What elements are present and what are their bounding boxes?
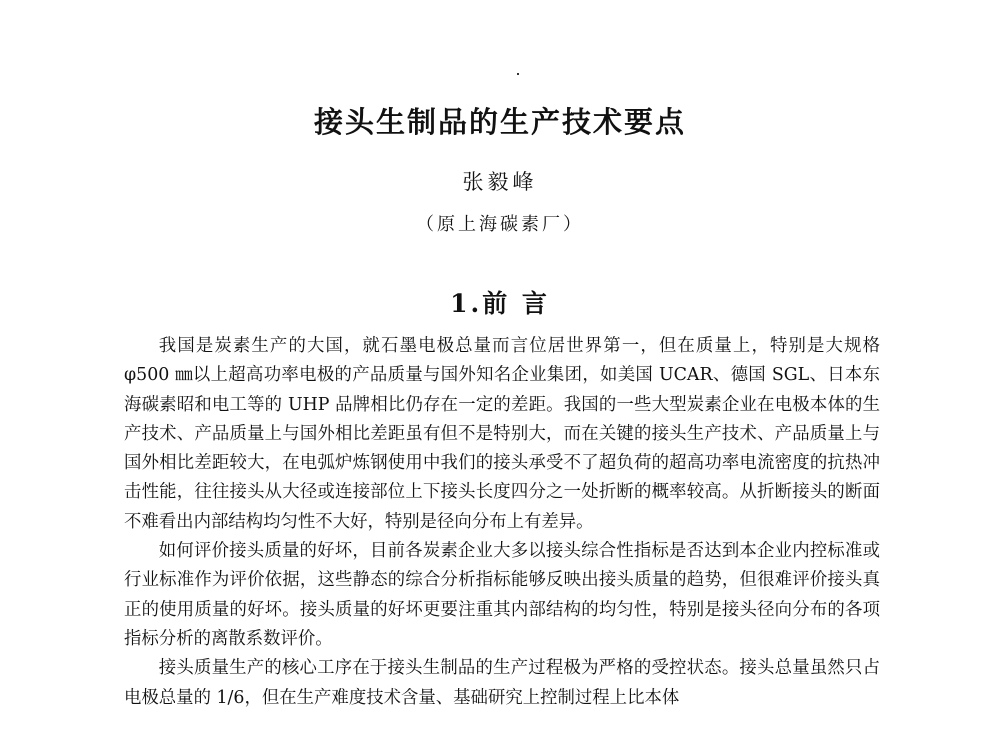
paragraph: 我国是炭素生产的大国，就石墨电极总量而言位居世界第一，但在质量上，特别是大规格 φ500 ㎜以上超高功率电极的产品质量与国外知名企业集团，如美国 UCAR、德国 SGL、日本东海碳素昭和电工等的 UHP 品牌相比仍存在一定的差距。我国的一些大型炭素企业在电极本体的生产技术、产品质量上与国外相比差距虽有但不是特别大，而在关键的接头生产技术、产品质量上与国外相比差距较大，在电弧炉炼钢使用中我们的接头承受不了超负荷的超高功率电流密度的抗热冲击性能，往往接头从大径或连接部位上下接头长度四分之一处折断的概率较高。从折断接头的断面不难看出内部结构均匀性不大好，特别是径向分布上有差异。 [124,336,880,532]
paragraph: 如何评价接头质量的好坏，目前各炭素企业大多以接头综合性指标是否达到本企业内控标准或行业标准作为评价依据，这些静态的综合分析指标能够反映出接头质量的趋势，但很难评价接头真正的使用质量的好坏。接头质量的好坏更要注重其内部结构的均匀性，特别是接头径向分布的各项指标分析的离散系数评价。 [124,541,880,649]
author-name: 张毅峰 [462,170,538,194]
article-title: 接头生制品的生产技术要点 [313,105,686,139]
author-affiliation: （原上海碳素厂） [416,214,584,235]
scan-speck [517,73,519,75]
section-heading: 1.前 言 [450,289,550,318]
paragraph: 接头质量生产的核心工序在于接头生制品的生产过程极为严格的受控状态。接头总量虽然只占电极总量的 1/6，但在生产难度技术含量、基础研究上控制过程上比本体 [124,658,880,708]
body-text [124,332,880,713]
